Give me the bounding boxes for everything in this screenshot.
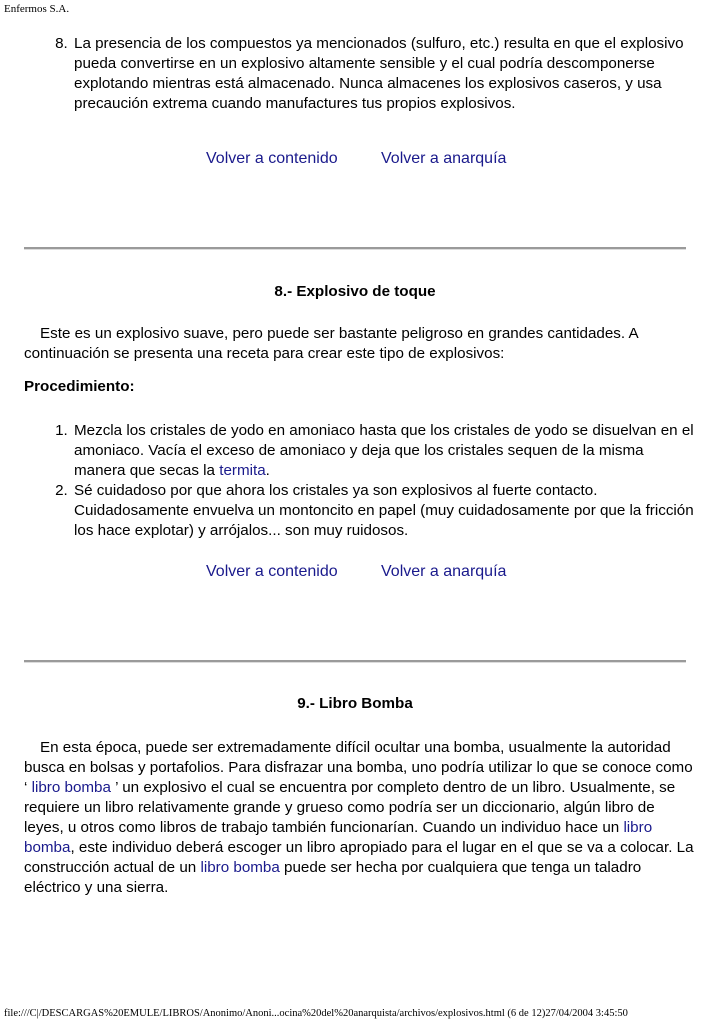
list-continuation bbox=[24, 34, 694, 114]
list-item-8: 8. La presencia de los compuestos ya mencionados (sulfuro, etc.) resulta en que el explosivo pueda convertirse en un explosivo altamente sensible y el cual podría descomponerse explotando mientras está almacenado. Nunca almacenes los explosivos caseros, y usa precaución extrema cuando manufactures tus propios explosivos. bbox=[72, 34, 694, 114]
section8-intro: Este es un explosivo suave, pero puede ser bastante peligroso en grandes cantidades. A continuación se presenta una receta para crear este tipo de explosivos: bbox=[24, 325, 638, 362]
item8-block bbox=[24, 34, 694, 114]
section-title-8: 8.- Explosivo de toque bbox=[274, 283, 436, 300]
text: , este individuo deberá escoger un libro apropiado para el lugar en el que se va a colocar. La construcción actual de un bbox=[24, 839, 694, 876]
link-volver-contenido[interactable]: Volver a contenido bbox=[206, 563, 338, 580]
text: En esta época, puede ser extremadamente difícil ocultar una bomba, usualmente la autoridad busca en bolsas y portafolios. Para disfrazar una bomba, uno podría utilizar lo que se conoce como ‘ bbox=[24, 739, 693, 796]
text: ’ un explosivo el cual se encuentra por completo dentro de un libro. Usualmente, se requiere un libro relativamente grande y grueso como podría ser un diccionario, algún libro de leyes, u otros como libros de trabajo también funcionarían. Cuando un individuo hace un bbox=[24, 779, 676, 836]
section9-paragraph bbox=[24, 738, 696, 898]
separator bbox=[24, 660, 686, 663]
link-termita[interactable]: termita bbox=[219, 462, 266, 479]
link-volver-anarquia[interactable]: Volver a anarquía bbox=[381, 150, 507, 167]
page-footer: file:///C|/DESCARGAS%20EMULE/LIBROS/Anonimo/Anoni...ocina%20del%20anarquista/archivos/explosivos.html (6 de 12)27/04/2004 3:45:50 bbox=[4, 1008, 628, 1019]
nav-row-1 bbox=[0, 150, 728, 170]
separator bbox=[24, 247, 686, 250]
procedure-steps bbox=[24, 421, 694, 541]
link-libro-bomba[interactable]: libro bomba bbox=[24, 819, 653, 856]
list-item: 2. Sé cuidadoso por que ahora los cristales ya son explosivos al fuerte contacto. Cuidadosamente envuelva un montoncito en papel (muy cuidadosamente por que la fricción los hace explotar) y arrójalos... son muy ruidosos. bbox=[72, 481, 694, 541]
link-libro-bomba[interactable]: libro bomba bbox=[31, 779, 111, 796]
procedure-label: Procedimiento: bbox=[24, 378, 135, 395]
step1-text-a: Mezcla los cristales de yodo en amoniaco hasta que los cristales de yodo se disuelvan en el amoniaco. Vacía el exceso de amoniaco y deja que los cristales sequen de la misma manera que secas la bbox=[74, 422, 694, 479]
section-title-9: 9.- Libro Bomba bbox=[297, 695, 413, 712]
page-header: Enfermos S.A. bbox=[4, 3, 70, 15]
link-libro-bomba[interactable]: libro bomba bbox=[200, 859, 280, 876]
nav-row-2 bbox=[0, 563, 728, 583]
procedure-list bbox=[24, 421, 694, 541]
link-volver-contenido[interactable]: Volver a contenido bbox=[206, 150, 338, 167]
link-volver-anarquia[interactable]: Volver a anarquía bbox=[381, 563, 507, 580]
step1-text-b: . bbox=[265, 462, 270, 479]
text: puede ser hecha por cualquiera que tenga un taladro eléctrico y una sierra. bbox=[24, 859, 642, 896]
list-item bbox=[72, 421, 694, 481]
